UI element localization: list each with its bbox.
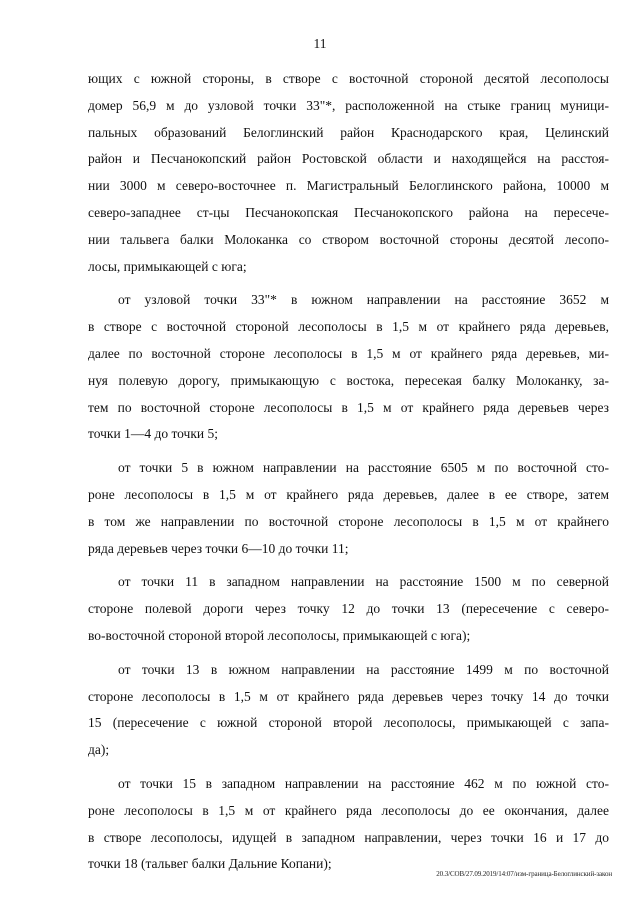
text-line: район и Песчанокопский район Ростовской области и находящейся на расстоя-	[88, 151, 609, 167]
text-line: домер 56,9 м до узловой точки 33"*, расположенной на стыке границ муници-	[88, 97, 609, 113]
text-line: от точки 5 в южном направлении на расстояние 6505 м по восточной сто-	[118, 460, 609, 476]
document-body	[88, 66, 609, 885]
text-line: от точки 15 в западном направлении на расстояние 462 м по южной сто-	[118, 775, 609, 791]
document-footer-code: 20.3/СОВ/27.09.2019/14:07/изм-граница-Белоглинский-закон	[436, 870, 612, 878]
text-line: стороне лесополосы в 1,5 м от крайнего ряда деревьев через точку 14 до точки	[88, 688, 609, 704]
text-line: от узловой точки 33"* в южном направлении на расстояние 3652 м	[118, 292, 609, 308]
text-line: нии тальвега балки Молоканка со створом восточной стороны десятой лесопо-	[88, 231, 609, 247]
text-line: ющих с южной стороны, в створе с восточной стороной десятой лесополосы	[88, 71, 609, 86]
text-line: роне лесополосы в 1,5 м от крайнего ряда лесополосы до ее окончания, далее	[88, 802, 609, 818]
text-line: лосы, примыкающей с юга;	[88, 258, 247, 274]
paragraph	[88, 657, 609, 764]
text-line: нии 3000 м северо-восточнее п. Магистральный Белоглинского района, 10000 м	[88, 178, 609, 194]
paragraph	[88, 569, 609, 649]
text-line: во-восточной стороной второй лесополосы, примыкающей с юга);	[88, 627, 471, 643]
text-line: в створе лесополосы, идущей в западном направлении, через точки 16 и 17 до	[88, 829, 609, 845]
text-line: точки 18 (тальвег балки Дальние Копани);	[88, 856, 332, 872]
paragraph	[88, 771, 609, 878]
text-line: в створе с восточной стороной лесополосы в 1,5 м от крайнего ряда деревьев,	[88, 319, 609, 335]
text-line: точки 1—4 до точки 5;	[88, 426, 219, 442]
text-line: 15 (пересечение с южной стороной второй лесополосы, примыкающей с запа-	[88, 715, 609, 731]
text-line: от точки 13 в южном направлении на расстояние 1499 м по восточной	[118, 661, 609, 677]
text-line: северо-западнее ст-цы Песчанокопская Песчанокопского района на пересече-	[88, 204, 609, 220]
paragraph	[88, 66, 609, 280]
paragraph	[88, 455, 609, 562]
text-line: от точки 11 в западном направлении на расстояние 1500 м по северной	[118, 574, 609, 590]
text-line: роне лесополосы в 1,5 м от крайнего ряда деревьев, далее в ее створе, затем	[88, 486, 609, 502]
text-line: в том же направлении по восточной стороне лесополосы в 1,5 м от крайнего	[88, 513, 609, 529]
text-line: далее по восточной стороне лесополосы в 1,5 м от крайнего ряда деревьев, ми-	[88, 345, 609, 361]
text-line: нуя полевую дорогу, примыкающую с востока, пересекая балку Молоканку, за-	[88, 372, 609, 388]
text-line: да);	[88, 742, 110, 758]
page-number: 11	[313, 36, 327, 51]
text-line: тем по восточной стороне лесополосы в 1,5 м от крайнего ряда деревьев через	[88, 399, 609, 415]
text-line: пальных образований Белоглинский район Краснодарского края, Целинский	[88, 124, 609, 140]
paragraph	[88, 287, 609, 448]
text-line: ряда деревьев через точки 6—10 до точки 11;	[88, 540, 349, 556]
text-line: стороне полевой дороги через точку 12 до точки 13 (пересечение с северо-	[88, 601, 609, 617]
